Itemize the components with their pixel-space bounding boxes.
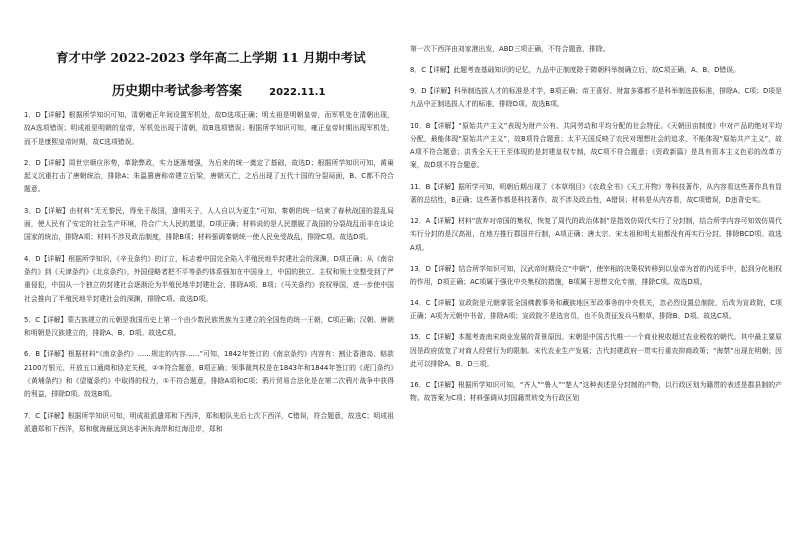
answer-title: 历史期中考试参考答案: [112, 84, 243, 99]
answer-item-13: 13．D【详解】结合所学知识可知，汉武帝时期设立“中朝”，使宰相的决策权转移到以皇帝为首的内廷手中，起到分化相权的作用，D项正确；AC项属于强化中央集权的措施，B项属于思想文化专制，排除C项。故选D项。: [410, 264, 782, 286]
answer-item-12: 12．A【详解】材料“放弃对帝国的集权，恢复了周代的政治体制”是指效仿周代实行了分封制，结合所学内容可知效仿周代实行分封的是汉高祖，在地方推行郡国并行制，A项正确；唐太宗、宋太祖和明太祖都没有再实行分封，排除BCD项。故选A项。: [410, 216, 782, 252]
answer-date: 2022.11.1: [269, 87, 326, 98]
answer-item-4: 4．D【详解】根据所学知识，《辛丑条约》的订立，标志着中国完全陷入半殖民地半封建社会的深渊，D项正确；从《南京条约》到《天津条约》《北京条约》，外国侵略者把不平等条约体系强加在中国身上，中国的独立、主权和领土完整受到了严重侵犯，中国从一个独立的封建社会逐渐沦为半殖民地半封建社会，排除A项、B项；《马关条约》丧权辱国，进一步使中国社会推向了半殖民地半封建社会的深渊，排除C项。故选D项。: [24, 254, 394, 303]
answer-item-10: 10．B【详解】“原始共产主义”表现为财产公有、共同劳动和平均分配的社会特征。《天朝田亩制度》中对产品的绝对平均分配，最能体现“原始共产主义”，故B项符合题意；太平天国反映了农民对理想社会的追求，不能体现“原始共产主义”，故A项不符合题意；洪秀全天王王至体现的是封建皇权专制，故C项不符合题意；《资政新篇》是具有资本主义色彩的改革方案，故D项不符合题意。: [410, 121, 782, 170]
left-answer-list: [24, 109, 394, 436]
answer-item-11: 11．B【详解】据所学可知，明朝后期出现了《本草纲目》《农政全书》《天工开物》等科技著作，从内容看这些著作具有显著的总结性，B正确；这些著作都是科技著作，故不涉及政治性，A错误；材料是从内容看，故C项错误，D违背史实。: [410, 182, 782, 204]
answer-item-3: 3．D【详解】由材料“无无黎民，得免于战国，逢明天子，人人自以为更生”可知，秦朝的统一结束了春秋战国的混乱局面，使人民有了安定的社会生产环境，符合广大人民的愿望，D项正确；材料说的是人民摆脱了战国的分裂战乱而非在谈论国家的统治，排除A项；材料不涉及政治制度，排除B项；材料强调秦朝统一使人民免受战乱，排除C项。故选D项。: [24, 206, 394, 242]
answer-item-5: 5．C【详解】蒙古族建立的元朝是我国历史上第一个由少数民族贵族为主建立的全国性的统一王朝，C项正确；汉朝、唐朝和明朝是汉族建立的，排除A、B、D项。故选C项。: [24, 315, 395, 338]
answer-item-14: 14．C【详解】宣政院是元朝掌管全国佛教事务和藏族地区军政事务的中央机关，忽必烈设置总制院，后改为宣政院，C项正确；A项为元朝中书省，排除A项；宣政院不是选官员，也不负责征发兵马粮草，排除B、D项。故选C项。: [410, 299, 782, 321]
answer-item-9: 9．D【详解】科举制选拔人才的标准是才学，B项正确；帝王喜好、财富多寡都不是科举制选拔标准，排除A、C项；D项是九品中正制选拔人才的标准，排除D项。故选B项。: [410, 87, 782, 109]
answer-header: [112, 80, 412, 99]
exam-title: 育才中学 2022-2023 学年高二上学期 11 月期中考试: [56, 50, 366, 65]
right-answer-list: [410, 43, 782, 406]
answer-item-1: 1．D【详解】根据所学知识可知，清朝雍正年间设置军机处，故D选项正确；明太祖是明朝皇帝，而军机处在清朝出现，故A选项错误；明成祖是明朝的皇帝，军机处出现于清朝，故B选项错误；根据所学知识可知，雍正皇帝时期出现军机处，而不是康熙皇帝时期，故C选项错误。: [24, 111, 394, 146]
answer-item-8: 8．C【详解】此题考查基础知识的记忆，九品中正制度除于隋朝科举制确立后，故C项正确，A、B、D错误。: [410, 66, 740, 75]
answer-item-2: 2．D【详解】周世宗顺应形势，革除弊政，实力逐渐增强，为后来的统一奠定了基础，故选D；根据所学知识可知，黄巢起义沉重打击了唐朝统治，排除A；朱温篡唐称帝建立后梁，唐朝灭亡，之后出现了五代十国的分裂局面，B、C都不符合题意。: [24, 158, 394, 194]
answer-item-15: 15．C【详解】本题考查南宋商业发展的背景原因。宋朝是中国古代唯一一个商业税收超过农业税收的朝代。其中最主要原因是政府放宽了对商人经营行为的限制。宋代农业生产发展；古代封建政府一贯实行重农抑商政策；“海禁”出现在明朝；因此可以排除A、B、D三项。: [410, 333, 782, 369]
answer-item-16: 16．C【详解】根据所学知识可知，“齐人”“鲁人”“楚人”这种表述是分封制的产物，以行政区划为籍贯的表述是郡县制的产物。故答案为C项；材料强调从封国籍贯转变为行政区划: [410, 381, 782, 403]
answer-item-7-continued: 第一次下西洋由刘家港出发，ABD三项正确，不符合题意，排除。: [410, 45, 610, 53]
answer-item-6: 6．B【详解】根据材料“《南京条约》……规定的内容……”可知，1842年签订的《南京条约》内容有：割让香港岛、赔款2100万银元、开放五口通商和协定关税，②③符合题意，B项正确；领事裁判权是在1843年和1844年签订的《虎门条约》《黄埔条约》和《望厦条约》中取得的权力，①不符合题意，排除A项和C项；鸦片贸易合法化是在第二次鸦片战争中获得的利益，排除D项。故选B项。: [24, 350, 394, 399]
answer-item-7: 7．C【详解】根据所学知识可知，明成祖派遣郑和下西洋，郑和船队先后七次下西洋，C错误，符合题意，故选C；明成祖派遣郑和下西洋，郑和航海最远到达非洲东海岸和红海沿岸，郑和: [24, 411, 394, 433]
